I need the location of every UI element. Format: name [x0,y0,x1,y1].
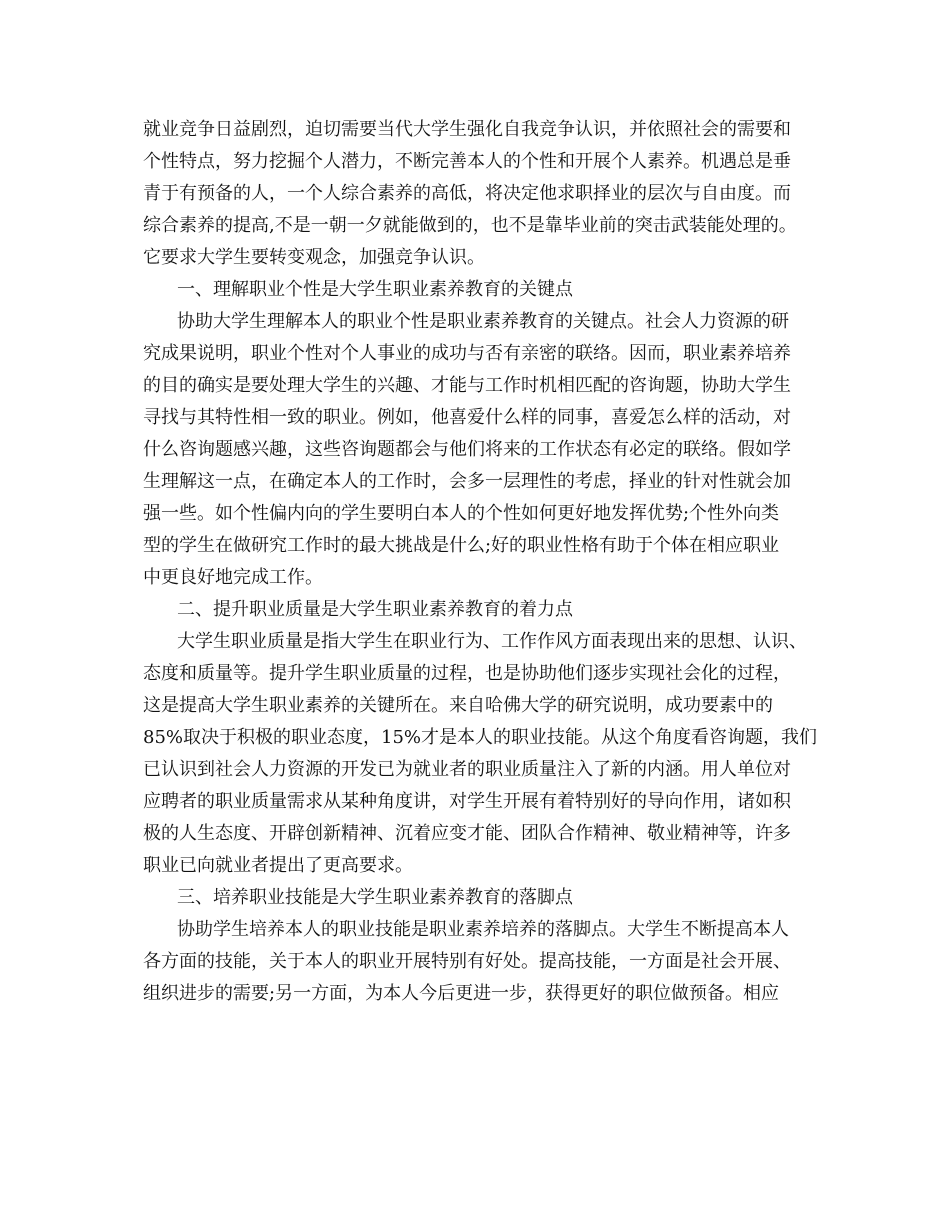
paragraph-line: 的目的确实是要处理大学生的兴趣、才能与工作时机相匹配的咨询题，协助大学生 [143,375,791,396]
paragraph-line: 寻找与其特性相一致的职业。例如，他喜爱什么样的同事，喜爱怎么样的活动，对 [143,407,791,428]
paragraph-line: 各方面的技能，关于本人的职业开展特别有好处。提高技能，一方面是社会开展、 [143,951,791,972]
paragraph-line: 究成果说明，职业个性对个人事业的成功与否有亲密的联络。因而，职业素养培养 [143,343,791,364]
paragraph-line: 什么咨询题感兴趣，这些咨询题都会与他们将来的工作状态有必定的联络。假如学 [143,439,791,460]
paragraph-line: 这是提高大学生职业素养的关键所在。来自哈佛大学的研究说明，成功要素中的 [143,695,773,716]
paragraph-line: 个性特点，努力挖掘个人潜力，不断完善本人的个性和开展个人素养。机遇总是垂 [143,151,791,172]
paragraph-line: 它要求大学生要转变观念，加强竞争认识。 [143,247,485,268]
paragraph-line: 已认识到社会人力资源的开发已为就业者的职业质量注入了新的内涵。用人单位对 [143,759,791,780]
paragraph-line: 中更良好地完成工作。 [143,567,323,588]
paragraph-line: 态度和质量等。提升学生职业质量的过程，也是协助他们逐步实现社会化的过程， [143,663,791,684]
paragraph-line: 青于有预备的人，一个人综合素养的高低，将决定他求职择业的层次与自由度。而 [143,183,791,204]
paragraph-line: 生理解这一点，在确定本人的工作时，会多一层理性的考虑，择业的针对性就会加 [143,471,791,492]
paragraph-line: 85%取决于积极的职业态度，15%才是本人的职业技能。从这个角度看咨询题，我们 [143,727,818,748]
section-heading: 二、提升职业质量是大学生职业素养教育的着力点 [177,599,573,620]
paragraph-line: 就业竞争日益剧烈，迫切需要当代大学生强化自我竞争认识，并依照社会的需要和 [143,119,791,140]
paragraph-line: 综合素养的提高,不是一朝一夕就能做到的，也不是靠毕业前的突击武装能处理的。 [143,215,797,236]
paragraph-line: 组织进步的需要;另一方面，为本人今后更进一步，获得更好的职位做预备。相应 [143,983,780,1004]
paragraph-line: 协助学生培养本人的职业技能是职业素养培养的落脚点。大学生不断提高本人 [177,919,789,940]
paragraph-line: 大学生职业质量是指大学生在职业行为、工作作风方面表现出来的思想、认识、 [177,631,807,652]
paragraph-line: 应聘者的职业质量需求从某种角度讲，对学生开展有着特别好的导向作用，诸如积 [143,791,791,812]
paragraph-line: 极的人生态度、开辟创新精神、沉着应变才能、团队合作精神、敬业精神等，许多 [143,823,791,844]
paragraph-line: 职业已向就业者提出了更高要求。 [143,855,413,876]
paragraph-line: 协助大学生理解本人的职业个性是职业素养教育的关键点。社会人力资源的研 [177,311,789,332]
section-heading: 一、理解职业个性是大学生职业素养教育的关键点 [177,279,573,300]
section-heading: 三、培养职业技能是大学生职业素养教育的落脚点 [177,887,573,908]
document-body [143,114,818,1010]
paragraph-line: 强一些。如个性偏内向的学生要明白本人的个性如何更好地发挥优势;个性外向类 [143,503,780,524]
paragraph-line: 型的学生在做研究工作时的最大挑战是什么;好的职业性格有助于个体在相应职业 [143,535,780,556]
